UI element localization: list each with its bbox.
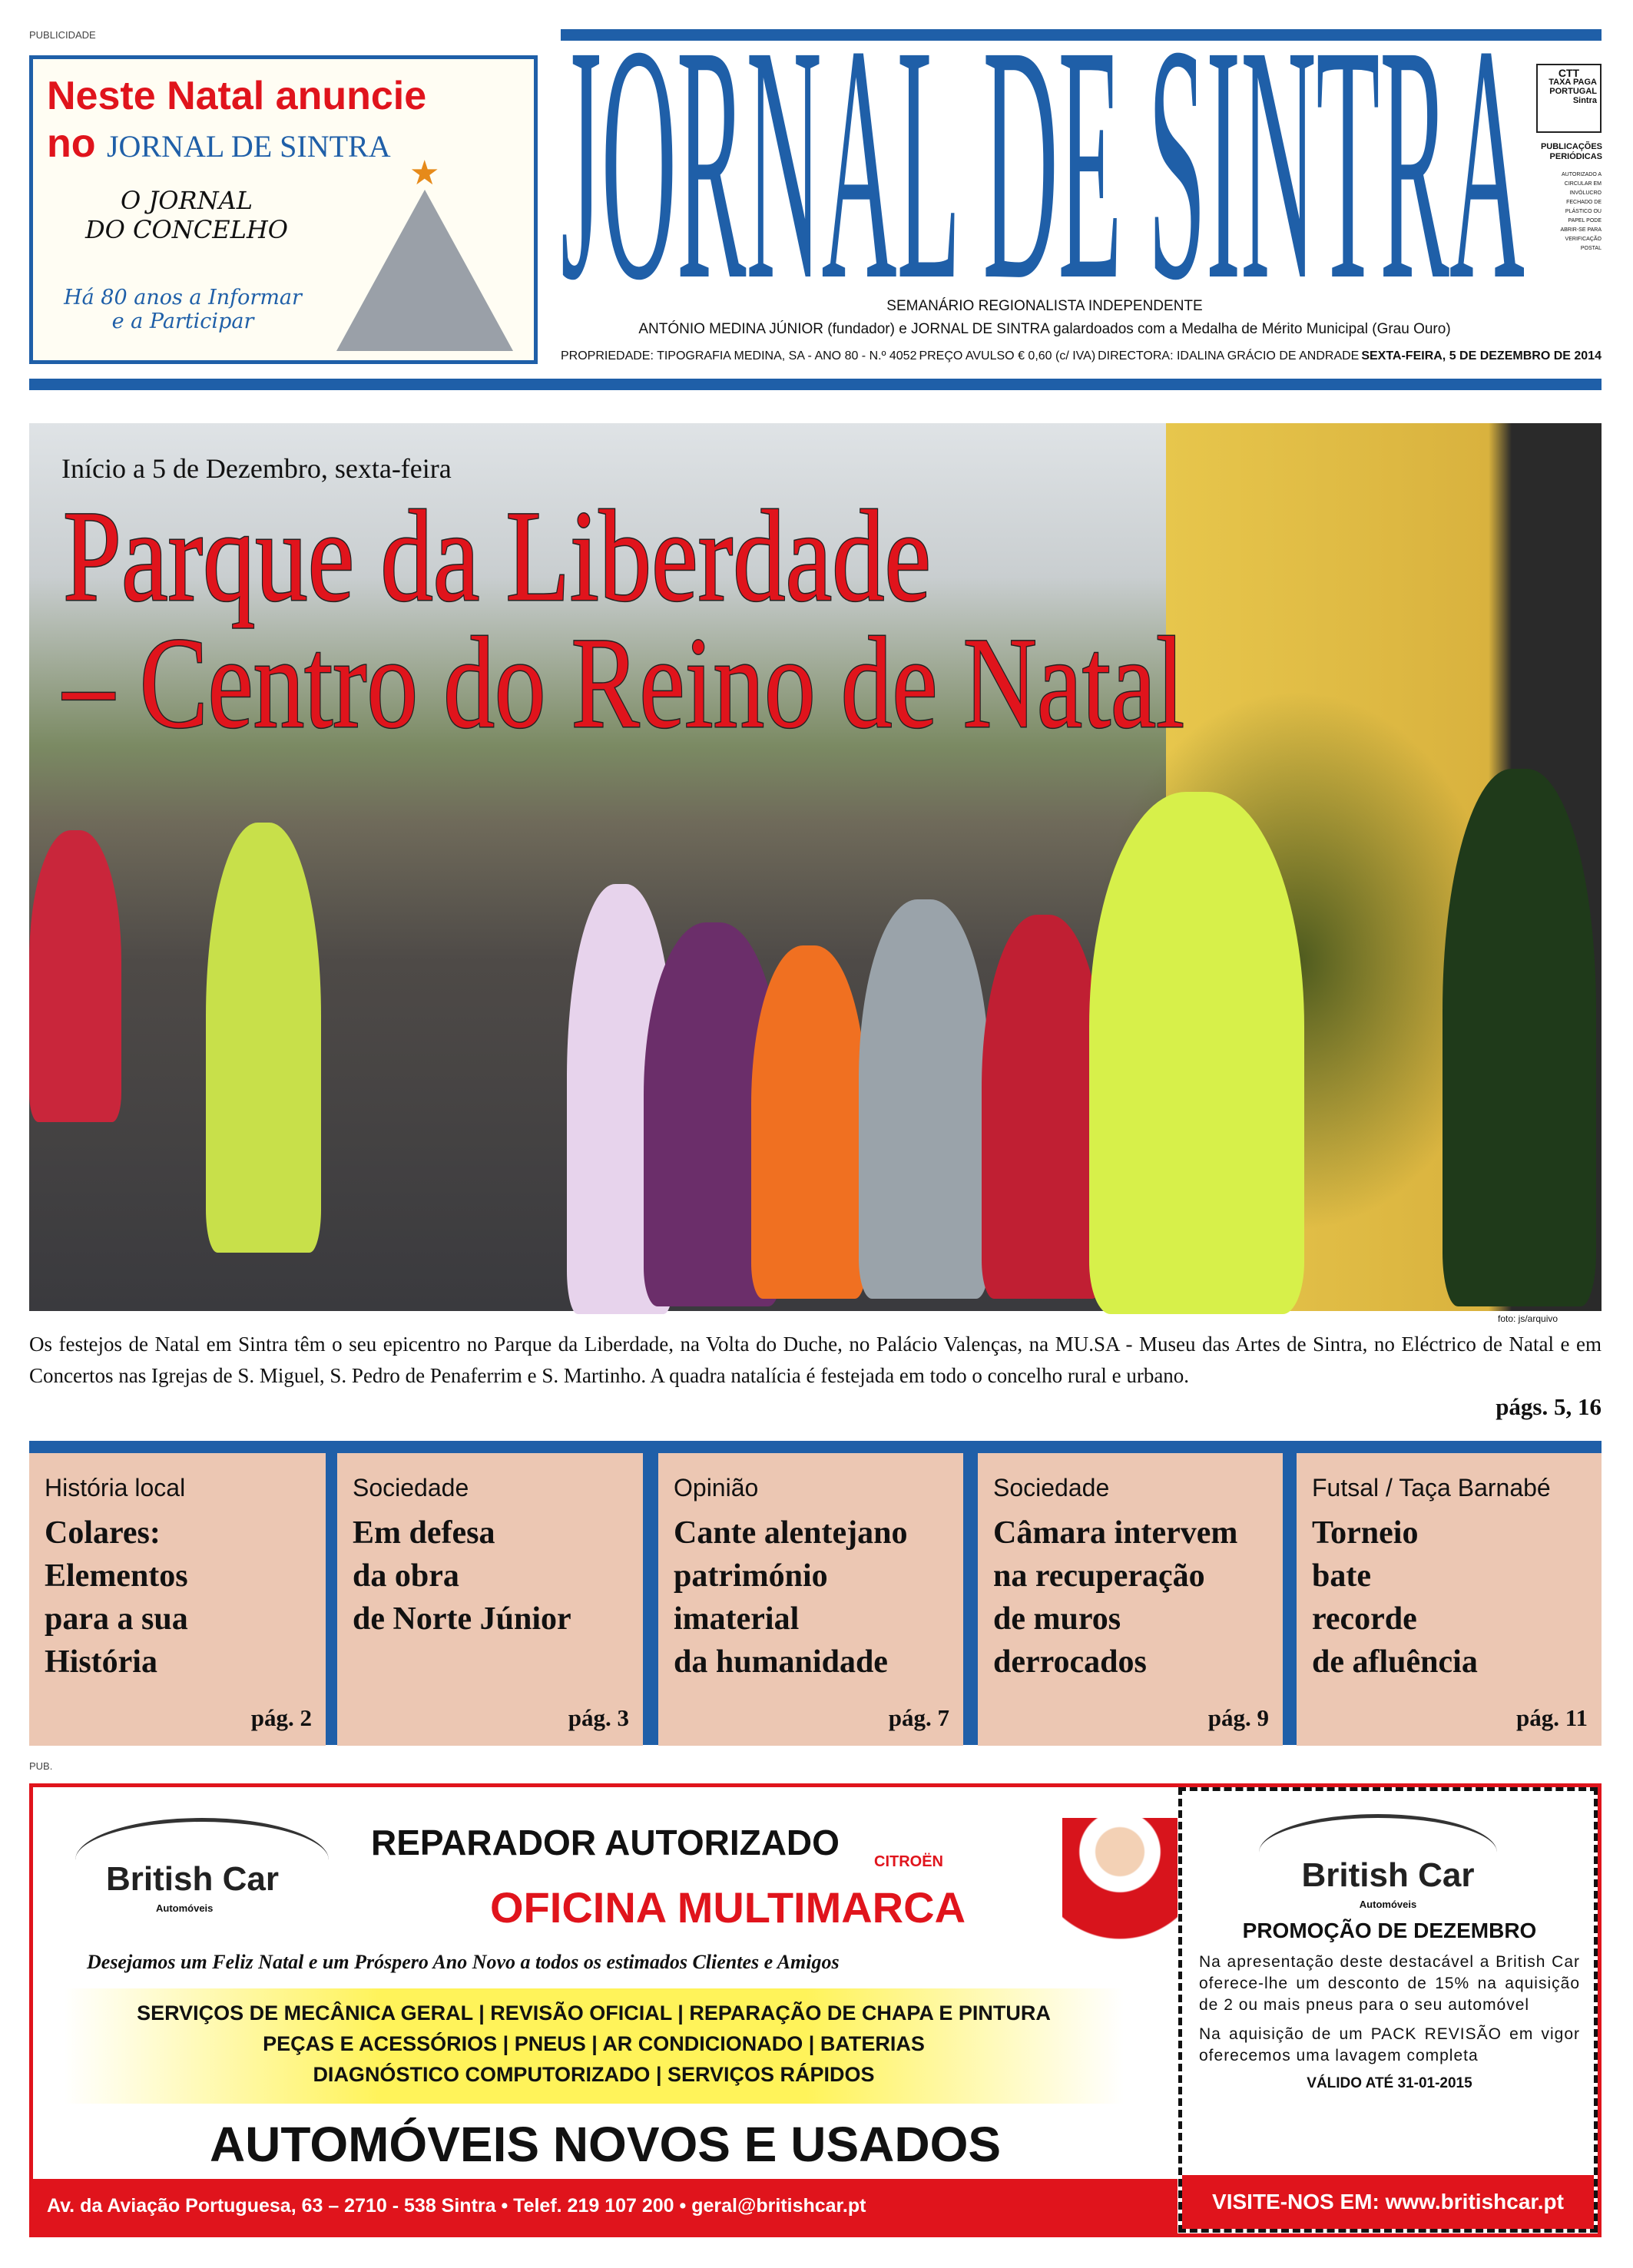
lead-caption-2: Eléctrico de Natal e em Concertos nas Igrejas de S. Miguel, S. Pedro de Penaferrim e S. Martinho. A quadra natalícia é festejada em todo o concelho rural e urbano. <box>29 1333 1602 1387</box>
house-ad[interactable] <box>29 55 538 364</box>
coupon-brand: British Car <box>1301 1856 1475 1894</box>
star-icon: ★ <box>409 154 440 192</box>
issue-date: SEXTA-FEIRA, 5 DE DEZEMBRO DE 2014 <box>1361 349 1602 363</box>
photo-credit: foto: js/arquivo <box>1498 1313 1558 1324</box>
teaser-page: pág. 11 <box>1515 1704 1588 1731</box>
lead-headline-2[interactable]: – Centro do Reino de Natal <box>61 611 1184 755</box>
masthead-rule <box>29 379 1602 390</box>
coupon-website[interactable]: VISITE-NOS EM: www.britishcar.pt <box>1182 2175 1594 2229</box>
coupon-offer-1: Na apresentação deste destacável a British Car oferece-lhe um desconto de 15% na aquisição de 2 ou mais pneus para o seu automóvel <box>1199 1953 1580 2014</box>
teaser-section: Sociedade <box>993 1474 1110 1502</box>
santa-claus-icon <box>1062 1818 1178 1972</box>
lead-caption-block <box>29 1329 1602 1422</box>
brand-name: British Car <box>106 1860 279 1898</box>
coupon-body <box>1199 1918 1580 2093</box>
brand-sub: Automóveis <box>156 1902 214 1914</box>
ad-address: Av. da Aviação Portuguesa, 63 – 2710 - 538 Sintra • Telef. 219 107 200 • geral@britishcar.pt <box>33 2179 1178 2233</box>
lead-headline-2-wrap <box>60 611 1227 755</box>
teaser-page: pág. 3 <box>568 1704 629 1731</box>
teaser-page: pág. 7 <box>888 1704 949 1731</box>
masthead-subtitle: SEMANÁRIO REGIONALISTA INDEPENDENTE <box>886 298 1203 314</box>
teaser-section: Sociedade <box>353 1474 469 1502</box>
ad-title-1: REPARADOR AUTORIZADO <box>371 1823 840 1862</box>
teaser-page: pág. 9 <box>1207 1704 1269 1731</box>
house-ad-tagline: Há 80 anos a Informar e a Participar <box>64 286 302 333</box>
masthead-title: JORNAL DE SINTRA <box>561 0 1525 350</box>
pub-label: PUB. <box>29 1760 53 1772</box>
masthead-award: ANTÓNIO MEDINA JÚNIOR (fundador) e JORNAL DE SINTRA galardoados com a Medalha de Mérito Municipal (Grau Ouro) <box>638 321 1451 337</box>
teaser-box[interactable] <box>337 1453 643 1746</box>
house-ad-line1: Neste Natal anuncie <box>47 74 427 118</box>
teaser-box[interactable] <box>1297 1453 1602 1746</box>
teaser-headline: Cante alentejano património imaterial da humanidade <box>674 1515 908 1680</box>
ad-cars: AUTOMÓVEIS NOVOS E USADOS <box>209 2117 1002 2172</box>
ad-title-2: OFICINA MULTIMARCA <box>490 1883 966 1932</box>
teaser-section: Opinião <box>674 1474 759 1502</box>
teaser-box[interactable] <box>978 1453 1283 1746</box>
publicidade-label: PUBLICIDADE <box>29 29 96 41</box>
ad-services: SERVIÇOS DE MECÂNICA GERAL | REVISÃO OFICIAL | REPARAÇÃO DE CHAPA E PINTURA PEÇAS E ACESSÓRIOS | PNEUS | AR CONDICIONADO | BATERIAS DIAGNÓSTICO COMPUTORIZADO | SERVIÇOS RÁPIDOS <box>64 1988 1124 2104</box>
teaser-headline: Torneio bate recorde de afluência <box>1312 1515 1478 1680</box>
teaser-box[interactable] <box>658 1453 963 1746</box>
teaser-box[interactable] <box>29 1453 326 1746</box>
lead-headline-1-wrap <box>60 484 966 628</box>
lead-headline-1[interactable]: Parque da Liberdade <box>63 484 931 628</box>
ctt-logo: CTT <box>1558 67 1580 79</box>
lead-caption-1: Os festejos de Natal em Sintra têm o seu epicentro no Parque da Liberdade, na Volta do Duche, no Palácio Valenças, na MU.SA - Museu das Artes de Sintra, no <box>29 1333 1395 1356</box>
teaser-section: Futsal / Taça Barnabé <box>1312 1474 1551 1502</box>
teaser-headline: Em defesa da obra de Norte Júnior <box>353 1515 571 1637</box>
lead-photo[interactable] <box>29 423 1602 1311</box>
ad-wishes: Desejamos um Feliz Natal e um Próspero Ano Novo a todos os estimados Clientes e Amigos <box>87 1951 840 1973</box>
postal-note: AUTORIZADO A CIRCULAR EM INVÓLUCRO FECHADO DE PLÁSTICO OU PAPEL PODE ABRIR-SE PARA VERIFICAÇÃO POSTAL <box>1560 172 1602 251</box>
promo-coupon[interactable] <box>1178 1787 1598 2233</box>
teaser-headline: Câmara intervem na recuperação de muros derrocados <box>993 1515 1238 1680</box>
newspaper-tree-icon <box>336 190 513 351</box>
postage-stamp: CTT TAXA PAGA PORTUGAL Sintra <box>1536 64 1602 133</box>
periodicals-label: PUBLICAÇÕES PERIÓDICAS <box>1540 142 1602 161</box>
teaser-section: História local <box>45 1474 186 1502</box>
lead-kicker: Início a 5 de Dezembro, sexta-feira <box>61 453 452 484</box>
lead-pages[interactable]: págs. 5, 16 <box>1496 1393 1602 1420</box>
house-ad-paper: JORNAL DE SINTRA <box>106 129 391 164</box>
teaser-headline: Colares: Elementos para a sua História <box>45 1515 188 1680</box>
coupon-valid: VÁLIDO ATÉ 31-01-2015 <box>1307 2075 1472 2091</box>
citroen-logo: CITROËN <box>874 1853 943 1870</box>
coupon-title: PROMOÇÃO DE DEZEMBRO <box>1242 1919 1537 1942</box>
masthead-info: PROPRIEDADE: TIPOGRAFIA MEDINA, SA - ANO 80 - N.º 4052 PREÇO AVULSO € 0,60 (c/ IVA) DIRECTORA: IDALINA GRÁCIO DE ANDRADE SEXTA-FEIRA, 5 DE DEZEMBRO DE 2014 <box>561 349 1602 363</box>
teaser-page: pág. 2 <box>250 1704 312 1731</box>
coupon-offer-2: Na aquisição de um PACK REVISÃO em vigor oferecemos uma lavagem completa <box>1199 2025 1580 2064</box>
lead-caption <box>29 1329 1602 1392</box>
house-ad-slogan: O JORNAL DO CONCELHO <box>84 186 288 244</box>
house-ad-no: no <box>47 121 96 166</box>
coupon-brand-sub: Automóveis <box>1359 1899 1417 1910</box>
